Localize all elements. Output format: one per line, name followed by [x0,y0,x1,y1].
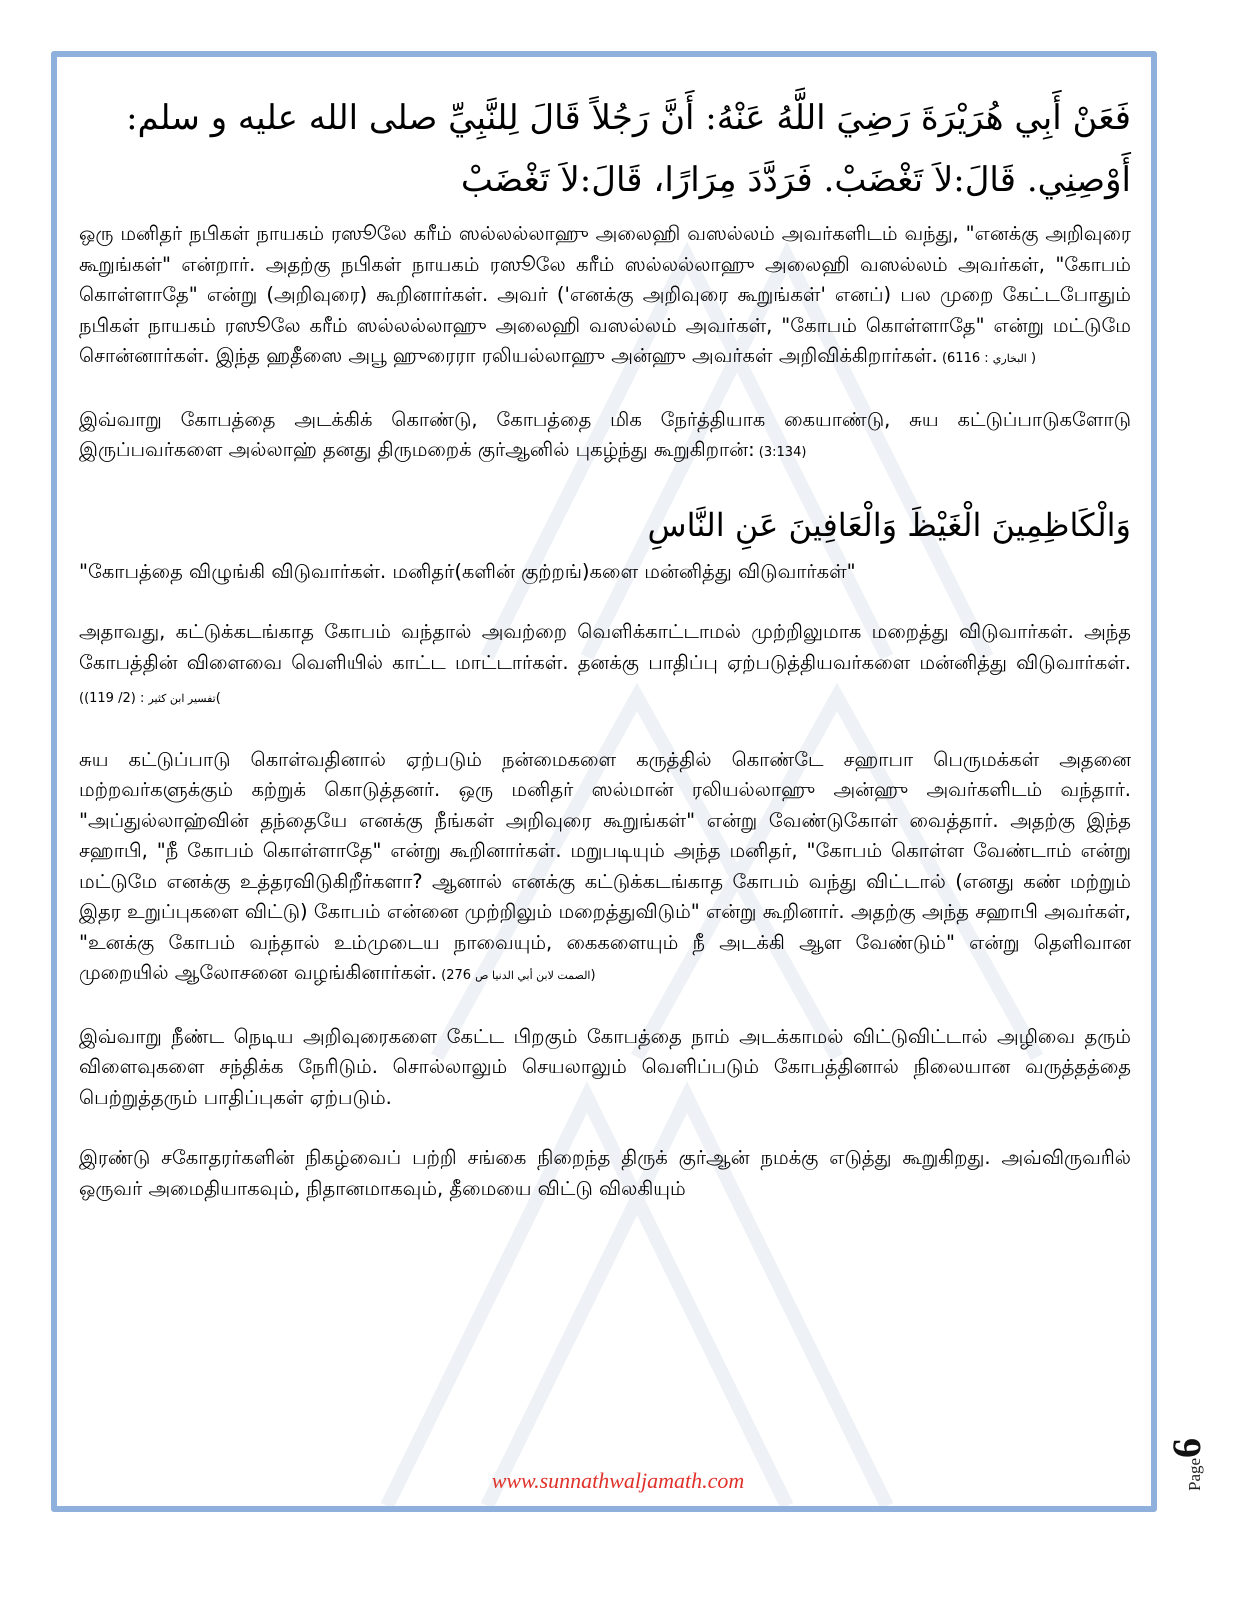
hadith-reference-open: (6116 : [937,351,993,366]
quran-intro-paragraph [79,405,1131,469]
sahabi-story-reference [437,968,596,983]
sahabi-reference-close: 276) [446,968,596,983]
tafsir-reference-close: ( [215,691,221,706]
quran-intro-text: இவ்வாறு கோபத்தை அடக்கிக் கொண்டு, கோபத்தை மிக நேர்த்தியாக கையாண்டு, சுய கட்டுப்பாடுகளோடு இருப்பவர்களை அல்லாஹ் தனது திருமறைக் குர்ஆனில் புகழ்ந்து கூறுகிறான்: [79,407,1131,461]
sahabi-reference-open: ( [436,968,447,983]
page-number: 6 [1164,1437,1209,1458]
quran-verse-translation: "கோபத்தை விழுங்கி விடுவார்கள். மனிதர்(களின் குற்றங்)களை மன்னித்து விடுவார்கள்" [79,559,856,583]
page-number-label [1163,1386,1209,1496]
page-frame [51,51,1157,1512]
quran-verse-arabic: وَالْكَاظِمِينَ الْغَيْظَ وَالْعَافِينَ عَنِ النَّاسِ [647,505,1131,544]
hadith-reference-close: ) [1026,351,1037,366]
sahabi-reference-source: الصمت لابن أبي الدنيا ص [475,969,591,982]
tafsir-reference [79,691,221,706]
hadith-reference [938,351,1036,366]
hadith-reference-source: البخاري [992,352,1027,365]
page-word: Page [1185,1457,1204,1491]
two-brothers-paragraph: இரண்டு சகோதரர்களின் நிகழ்வைப் பற்றி சங்கை நிறைந்த திருக் குர்ஆன் நமக்கு எடுத்து கூறுகிறது. அவ்விருவரில் ஒருவர் அமைதியாகவும், நிதானமாகவும், தீமையை விட்டு விலகியும் [79,1146,1131,1200]
footer-website-url: www.sunnathwaljamath.com [491,1468,745,1493]
tafsir-text: அதாவது, கட்டுக்கடங்காத கோபம் வந்தால் அவற்றை வெளிக்காட்டாமல் முற்றிலுமாக மறைத்து விடுவார்கள். அந்த கோபத்தின் விளைவை வெளியில் காட்ட மாட்டார்கள். தனக்கு பாதிப்பு ஏற்படுத்தியவர்களை மன்னித்து விடுவார்கள். [79,620,1131,674]
tafsir-reference-open: ((119 /2) : [79,691,149,706]
sahabi-story-text: சுய கட்டுப்பாடு கொள்வதினால் ஏற்படும் நன்மைகளை கருத்தில் கொண்டே சஹாபா பெருமக்கள் அதனை மற்றவர்களுக்கும் கற்றுக் கொடுத்தனர். ஒரு மனிதர் ஸல்மான் ரலியல்லாஹு அன்ஹு அவர்களிடம் வந்தார். "அப்துல்லாஹ்வின் தந்தையே எனக்கு நீங்கள் அறிவுரை கூறுங்கள்" என்று வேண்டுகோள் வைத்தார். அதற்கு இந்த சஹாபி, "நீ கோபம் கொள்ளாதே" என்று கூறினார்கள். மறுபடியும் அந்த மனிதர், "கோபம் கொள்ள வேண்டாம் என்று மட்டுமே எனக்கு உத்தரவிடுகிறீர்களா? ஆனால் எனக்கு கட்டுக்கடங்காத கோபம் வந்து விட்டால் (எனது கண் மற்றும் இதர உறுப்புகளை விட்டு) கோபம் என்னை முற்றிலும் மறைத்துவிடும்" என்று கூறினார். அதற்கு அந்த சஹாபி அவர்கள், "உனக்கு கோபம் வந்தால் உம்முடைய நாவையும், கைகளையும் நீ அடக்கி ஆள வேண்டும்" என்று தெளிவான முறையில் ஆலோசனை வழங்கினார்கள். [79,747,1131,984]
hadith-arabic: فَعَنْ أَبِي هُرَيْرَةَ رَضِيَ اللَّهُ عَنْهُ: أَنَّ رَجُلاً قَالَ لِلنَّبِيِّ صلى الله عليه و سلم: أَوْصِنِي. قَالَ:لاَ تَغْضَبْ. فَرَدَّدَ مِرَارًا، قَالَ:لاَ تَغْضَبْ [126,98,1131,200]
tafsir-paragraph [79,617,1131,715]
document-body [79,87,1131,1234]
tafsir-reference-source: تفسير ابن كثير [148,692,216,705]
sahabi-story-paragraph [79,745,1131,992]
hadith-translation [79,219,1131,375]
hadith-translation-text: ஒரு மனிதர் நபிகள் நாயகம் ரஸூலே கரீம் ஸல்லல்லாஹு அலைஹி வஸல்லம் அவர்களிடம் வந்து, "எனக்கு அறிவுரை கூறுங்கள்" என்றார். அதற்கு நபிகள் நாயகம் ரஸூலே கரீம் ஸல்லல்லாஹு அலைஹி வஸல்லம் அவர்கள், "கோபம் கொள்ளாதே" என்று (அறிவுரை) கூறினார்கள். அவர் ('எனக்கு அறிவுரை கூறுங்கள்' எனப்) பல முறை கேட்டபோதும் நபிகள் நாயகம் ரஸூலே கரீம் ஸல்லல்லாஹு அலைஹி வஸல்லம் அவர்கள், "கோபம் கொள்ளாதே" என்று மட்டுமே சொன்னார்கள். இந்த ஹதீஸை அபூ ஹுரைரா ரலியல்லாஹு அன்ஹு அவர்கள் அறிவிக்கிறார்கள். [79,222,1131,367]
page-number-rotated [1163,1381,1209,1491]
consequences-paragraph: இவ்வாறு நீண்ட நெடிய அறிவுரைகளை கேட்ட பிறகும் கோபத்தை நாம் அடக்காமல் விட்டுவிட்டால் அழிவை தரும் விளைவுகளை சந்திக்க நேரிடும். சொல்லாலும் செயலாலும் வெளிப்படும் கோபத்தினால் நிலையான வருத்தத்தை பெற்றுத்தரும் பாதிப்புகள் ஏற்படும். [79,1024,1131,1109]
quran-reference: (3:134) [754,445,807,460]
